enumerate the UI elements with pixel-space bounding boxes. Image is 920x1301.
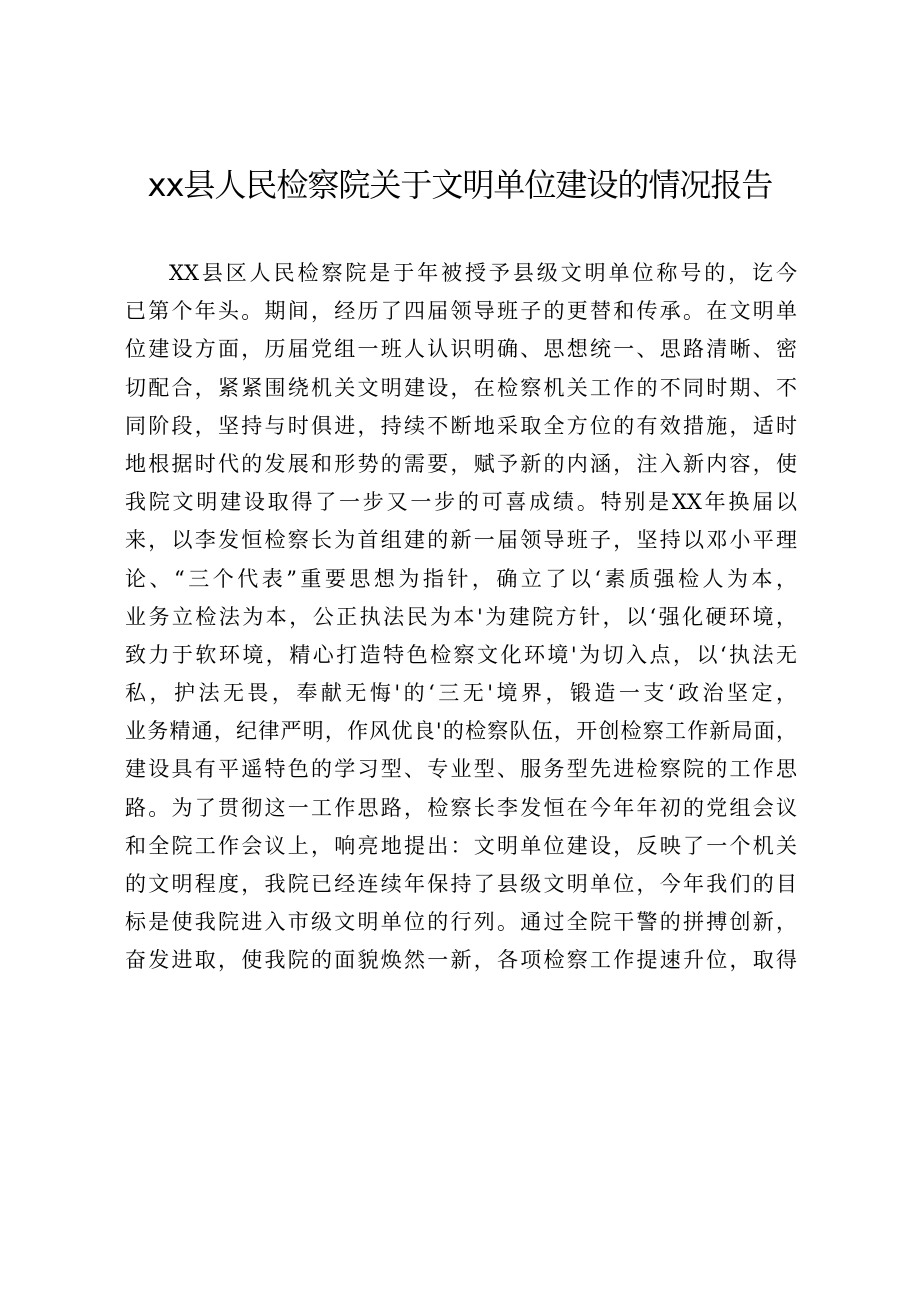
- paragraph-line: 私，护法无畏，奉献无悔'的‘三无'境界，锻造一支‘政治坚定，: [125, 681, 797, 706]
- paragraph-line: 论、“三个代表”重要思想为指针，确立了以‘素质强检人为本，: [125, 566, 797, 591]
- paragraph-line: 来，以李发恒检察长为首组建的新一届领导班子，坚持以邓小平理: [125, 528, 797, 553]
- paragraph-line: 标是使我院进入市级文明单位的行列。通过全院干警的拼搏创新，: [125, 910, 797, 935]
- document-title: xx县人民检察院关于文明单位建设的情况报告: [147, 166, 773, 204]
- paragraph-line: 地根据时代的发展和形势的需要，赋予新的内涵，注入新内容，使: [125, 451, 797, 476]
- body-paragraph: [125, 254, 797, 980]
- paragraph-line: 奋发进取，使我院的面貌焕然一新，各项检察工作提速升位，取得: [125, 948, 797, 973]
- paragraph-line: 已第个年头。期间，经历了四届领导班子的更替和传承。在文明单: [125, 299, 797, 324]
- paragraph-line: 建设具有平遥特色的学习型、专业型、服务型先进检察院的工作思: [125, 757, 797, 782]
- paragraph-line: 和全院工作会议上，响亮地提出：文明单位建设，反映了一个机关: [125, 833, 797, 858]
- paragraph-line: 同阶段，坚持与时俱进，持续不断地采取全方位的有效措施，适时: [125, 413, 797, 438]
- paragraph-line: 业务精通，纪律严明，作风优良'的检察队伍，开创检察工作新局面，: [125, 719, 797, 744]
- paragraph-line: 切配合，紧紧围绕机关文明建设，在检察机关工作的不同时期、不: [125, 375, 797, 400]
- paragraph-line: 致力于软环境，精心打造特色检察文化环境'为切入点，以‘执法无: [125, 642, 797, 667]
- paragraph-line: 我院文明建设取得了一步又一步的可喜成绩。特别是XX年换届以: [125, 490, 797, 515]
- paragraph-line: 业务立检法为本，公正执法民为本'为建院方针，以‘强化硬环境，: [125, 604, 797, 629]
- paragraph-line: 位建设方面，历届党组一班人认识明确、思想统一、思路清晰、密: [125, 337, 797, 362]
- paragraph-line: 路。为了贯彻这一工作思路，检察长李发恒在今年年初的党组会议: [125, 795, 797, 820]
- paragraph-line: 的文明程度，我院已经连续年保持了县级文明单位，今年我们的目: [125, 872, 797, 896]
- paragraph-line: XX县区人民检察院是于年被授予县级文明单位称号的，讫今: [169, 261, 797, 285]
